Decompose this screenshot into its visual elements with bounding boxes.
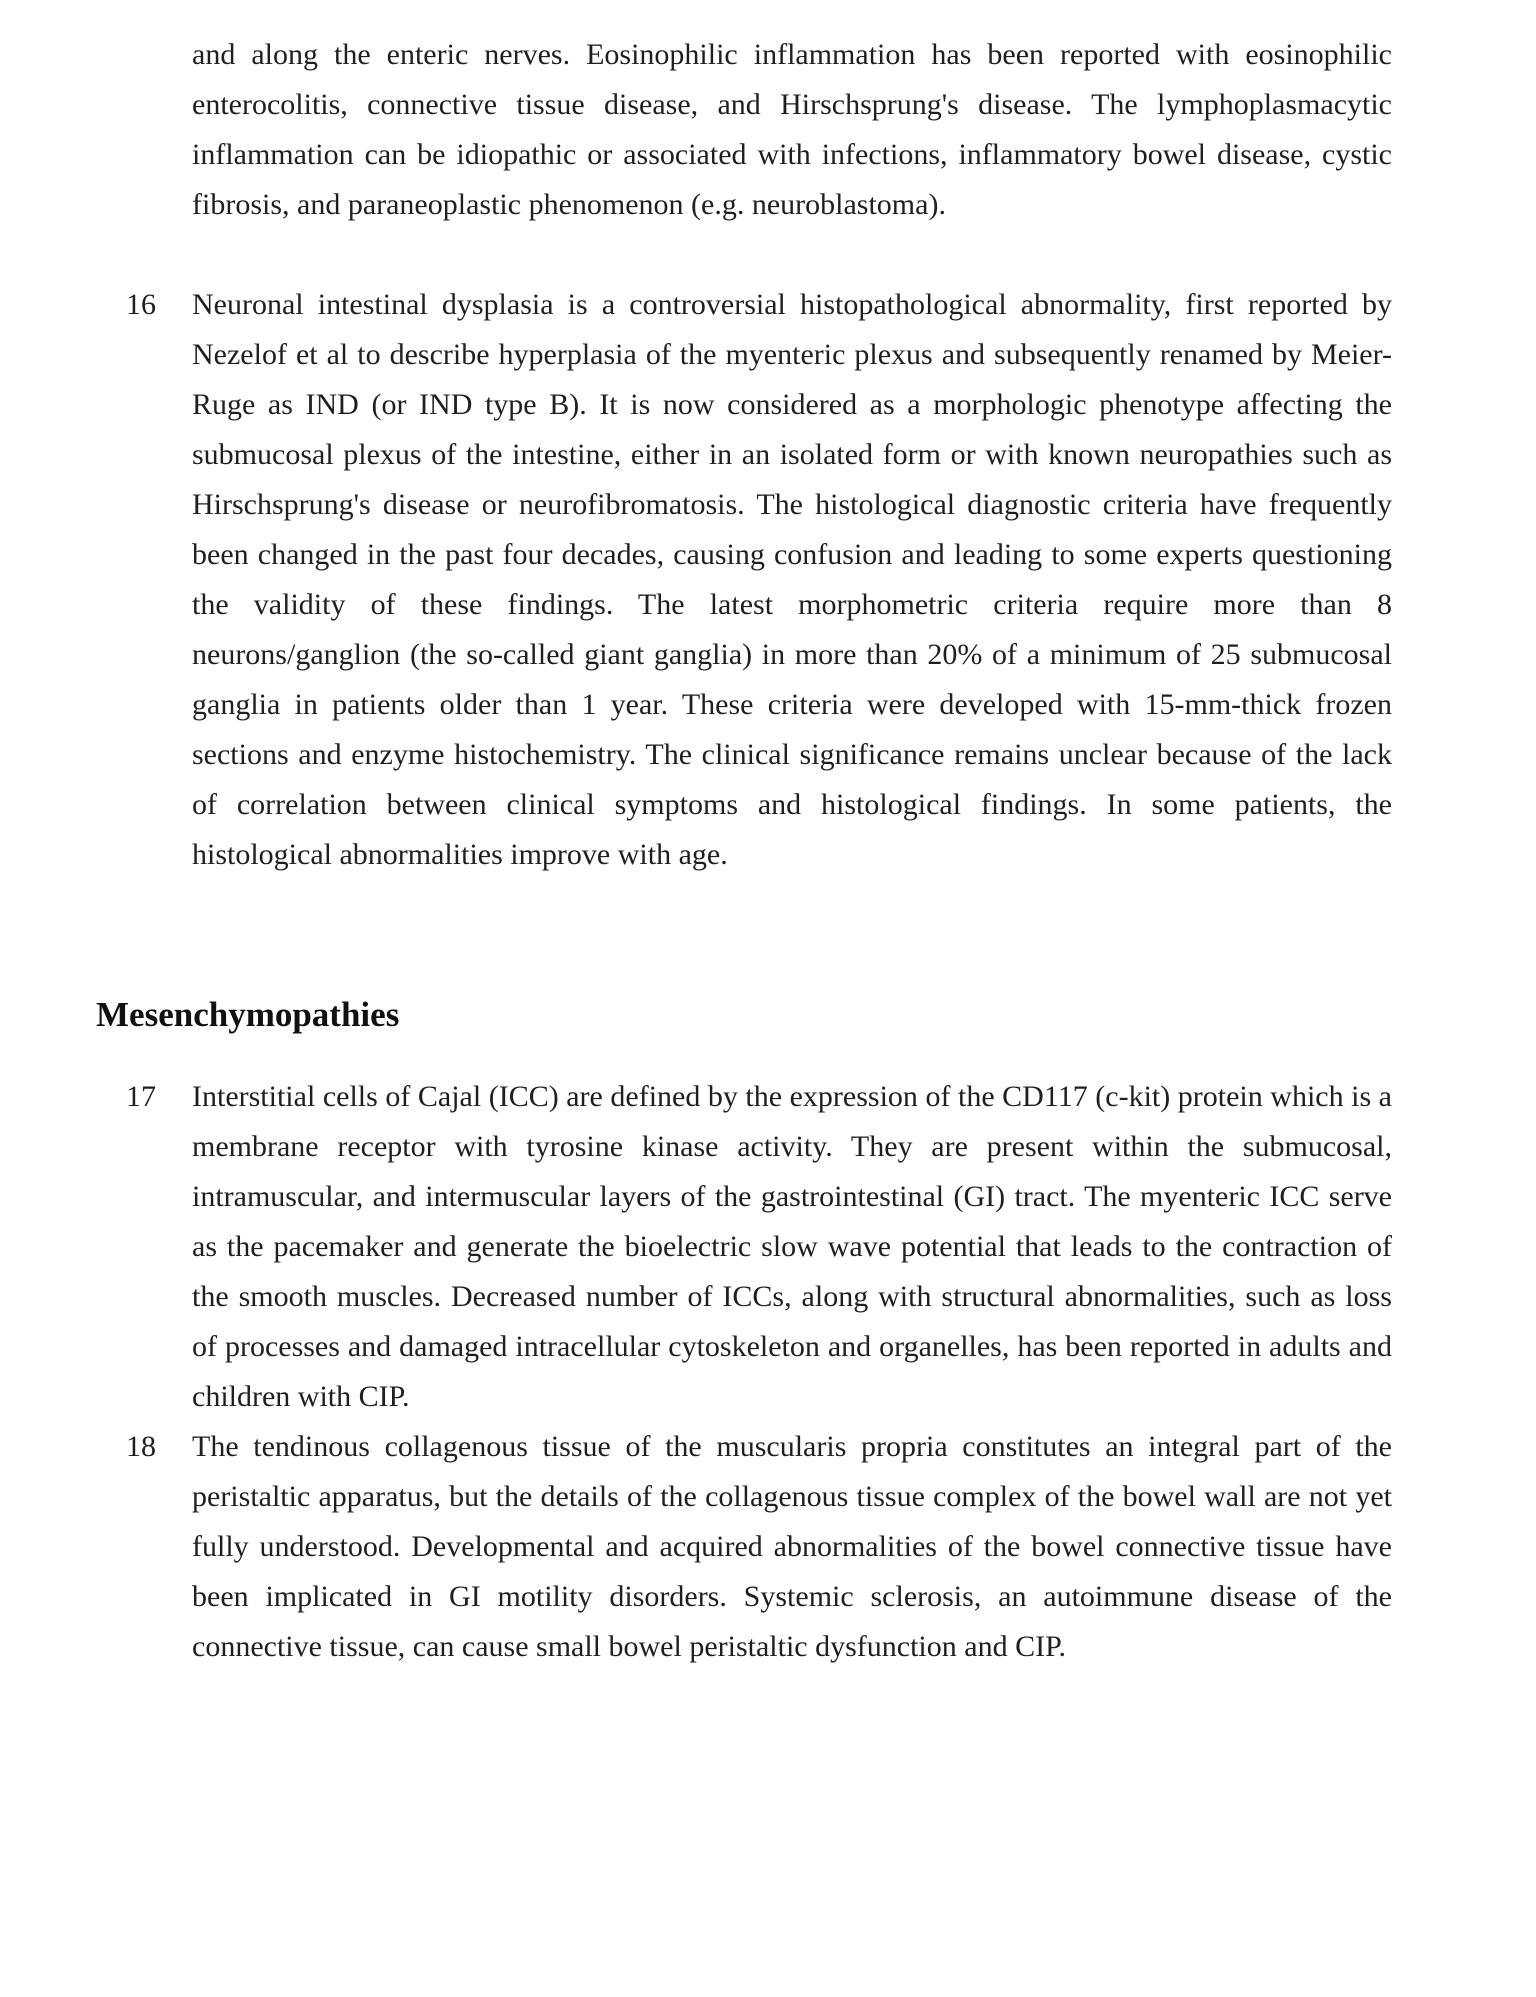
paragraph-18: The tendinous collagenous tissue of the muscularis propria constitutes an integral part of the peristaltic apparatus, but the details of the collagenous tissue complex of the bowel wall are not yet fully understood. Developmental and acquired abnormalities of the bowel connective tissue have been implicated in GI motility disorders. Systemic sclerosis, an autoimmune disease of the connective tissue, can cause small bowel peristaltic dysfunction and CIP.: [192, 1430, 1392, 1663]
paragraph-continued: and along the enteric nerves. Eosinophilic inflammation has been reported with eosinophilic enterocolitis, connective tissue disease, and Hirschsprung's disease. The lymphoplasmacytic inflammation can be idiopathic or associated with infections, inflammatory bowel disease, cystic fibrosis, and paraneoplastic phenomenon (e.g. neuroblastoma).: [192, 38, 1392, 221]
paragraph-16: Neuronal intestinal dysplasia is a controversial histopathological abnormality, first reported by Nezelof et al to describe hyperplasia of the myenteric plexus and subsequently renamed by Meier-Ruge as IND (or IND type B). It is now considered as a morphologic phenotype affecting the submucosal plexus of the intestine, either in an isolated form or with known neuropathies such as Hirschsprung's disease or neurofibromatosis. The histological diagnostic criteria have frequently been changed in the past four decades, causing confusion and leading to some experts questioning the validity of these findings. The latest morphometric criteria require more than 8 neurons/ganglion (the so-called giant ganglia) in more than 20% of a minimum of 25 submucosal ganglia in patients older than 1 year. These criteria were developed with 15-mm-thick frozen sections and enzyme histochemistry. The clinical significance remains unclear because of the lack of correlation between clinical symptoms and histological findings. In some patients, the histological abnormalities improve with age.: [192, 288, 1392, 871]
paragraph-number-18: 18: [126, 1430, 156, 1463]
paragraph-number-16: 16: [126, 288, 156, 321]
section-heading: Mesenchymopathies: [96, 995, 400, 1034]
paragraph-number-17: 17: [126, 1080, 156, 1113]
paragraph-17: Interstitial cells of Cajal (ICC) are defined by the expression of the CD117 (c-kit) protein which is a membrane receptor with tyrosine kinase activity. They are present within the submucosal, intramuscular, and intermuscular layers of the gastrointestinal (GI) tract. The myenteric ICC serve as the pacemaker and generate the bioelectric slow wave potential that leads to the contraction of the smooth muscles. Decreased number of ICCs, along with structural abnormalities, such as loss of processes and damaged intracellular cytoskeleton and organelles, has been reported in adults and children with CIP.: [192, 1080, 1392, 1413]
